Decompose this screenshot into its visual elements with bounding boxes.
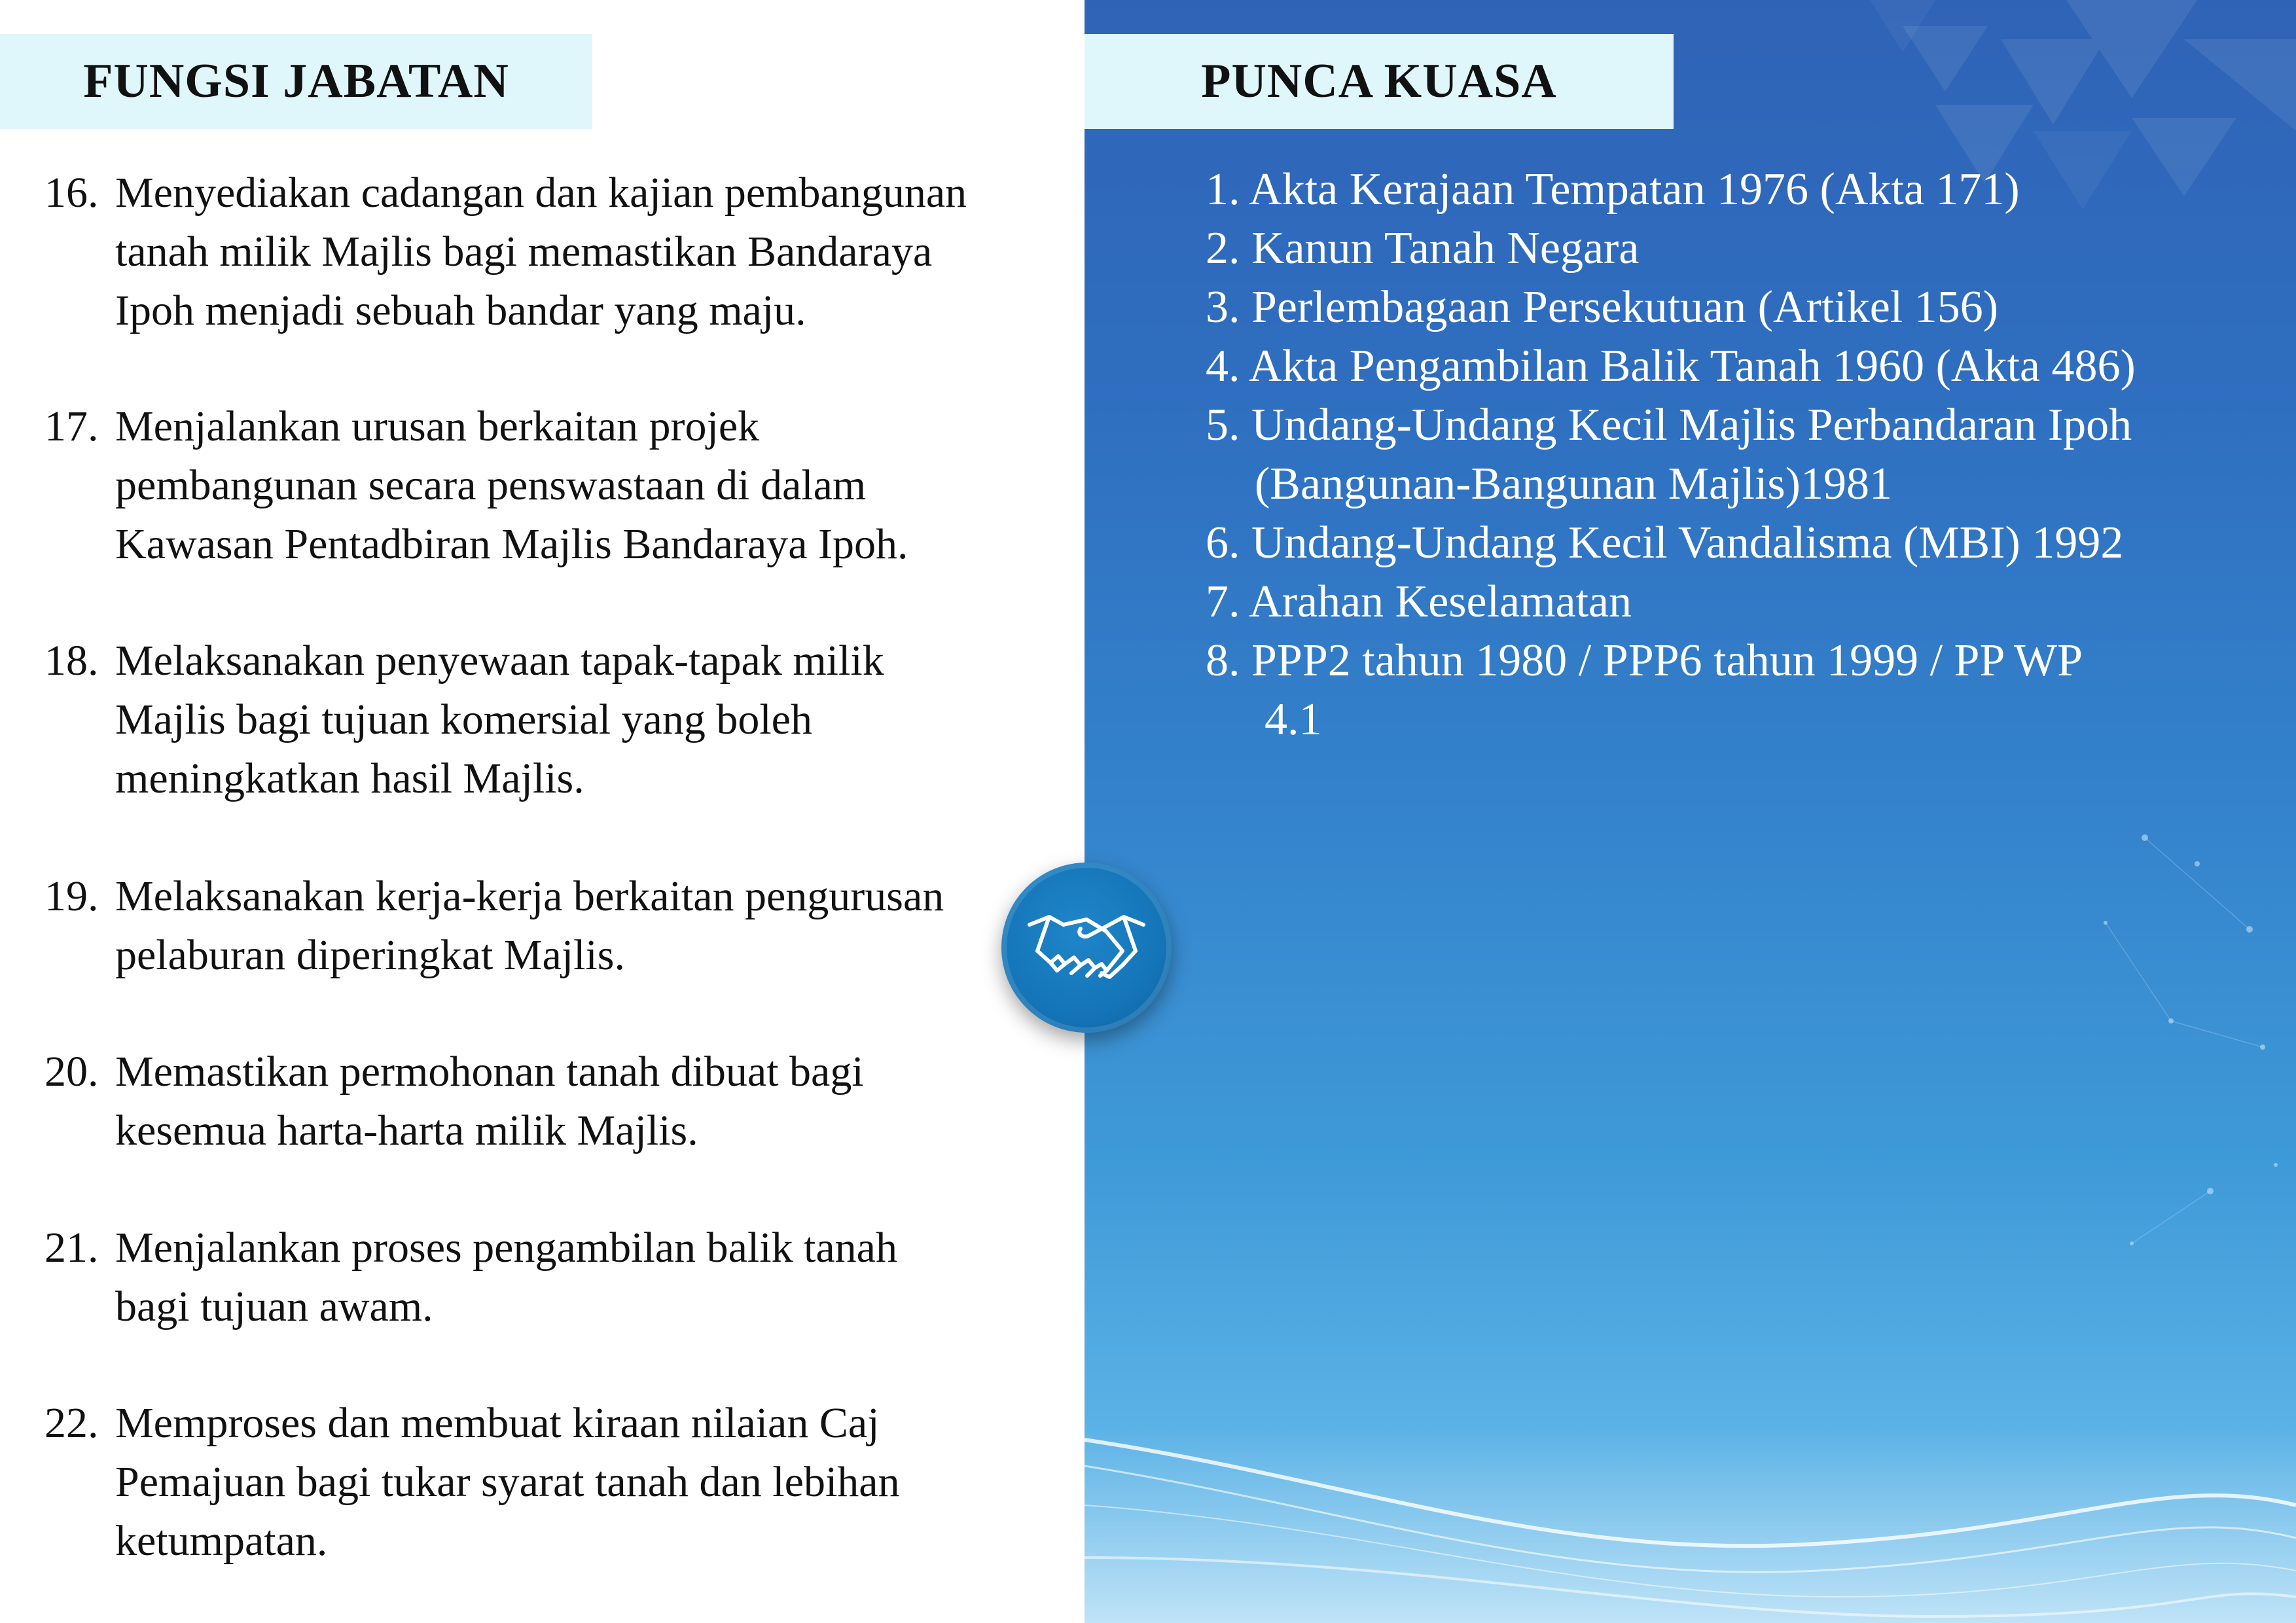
item-text-continued: 4.1	[1265, 694, 1322, 745]
item-number: 21.	[45, 1224, 99, 1272]
item-text: Melaksanakan kerja-kerja berkaitan pengurusan pelaburan diperingkat Majlis.	[115, 872, 944, 979]
list-item	[1206, 396, 2266, 514]
list-item	[1206, 514, 2266, 573]
punca-kuasa-list	[1206, 160, 2266, 749]
item-text: Menjalankan urusan berkaitan projek pembangunan secara penswastaan di dalam Kawasan Pentadbiran Majlis Bandaraya Ipoh.	[115, 402, 908, 568]
fungsi-jabatan-header: FUNGSI JABATAN	[0, 34, 592, 129]
list-item	[1206, 219, 2266, 278]
item-number: 17.	[45, 402, 99, 450]
item-number: 16.	[45, 169, 99, 217]
item-number: 22.	[45, 1399, 99, 1447]
item-text: 4. Akta Pengambilan Balik Tanah 1960 (Akta 486)	[1206, 341, 2136, 391]
item-text: 5. Undang-Undang Kecil Majlis Perbandaran Ipoh	[1206, 400, 2132, 450]
item-text: Menyediakan cadangan dan kajian pembangunan tanah milik Majlis bagi memastikan Bandaraya Ipoh menjadi sebuah bandar yang maju.	[115, 169, 967, 334]
handshake-badge	[1001, 863, 1172, 1033]
item-text: Memproses dan membuat kiraan nilaian Caj Pemajuan bagi tukar syarat tanah dan lebihan ketumpatan.	[115, 1399, 900, 1565]
list-item	[1206, 337, 2266, 396]
item-text: Menjalankan proses pengambilan balik tanah bagi tujuan awam.	[115, 1224, 897, 1330]
item-number: 20.	[45, 1048, 99, 1096]
item-text: Memastikan permohonan tanah dibuat bagi kesemua harta-harta milik Majlis.	[115, 1048, 864, 1154]
item-number: 19.	[45, 872, 99, 920]
punca-kuasa-panel	[1085, 0, 2296, 1623]
fungsi-jabatan-panel	[0, 0, 1085, 1623]
list-item	[1206, 573, 2266, 632]
item-text: 3. Perlembagaan Persekutuan (Artikel 156)	[1206, 282, 1999, 332]
item-text: 1. Akta Kerajaan Tempatan 1976 (Akta 171)	[1206, 164, 2020, 215]
item-number: 18.	[45, 637, 99, 685]
punca-kuasa-header: PUNCA KUASA	[1085, 34, 1674, 129]
item-text: 6. Undang-Undang Kecil Vandalisma (MBI) 1992	[1206, 518, 2124, 568]
list-item	[1206, 160, 2266, 219]
item-text: 7. Arahan Keselamatan	[1206, 577, 1632, 627]
item-text: 2. Kanun Tanah Negara	[1206, 223, 1640, 274]
list-item	[1206, 632, 2266, 749]
item-text: Melaksanakan penyewaan tapak-tapak milik Majlis bagi tujuan komersial yang boleh meningkatkan hasil Majlis.	[115, 637, 884, 802]
list-item	[1206, 278, 2266, 337]
item-text-continued: (Bangunan-Bangunan Majlis)1981	[1255, 459, 1892, 509]
handshake-icon	[1024, 905, 1149, 990]
item-text: 8. PPP2 tahun 1980 / PPP6 tahun 1999 / PP WP	[1206, 635, 2083, 686]
